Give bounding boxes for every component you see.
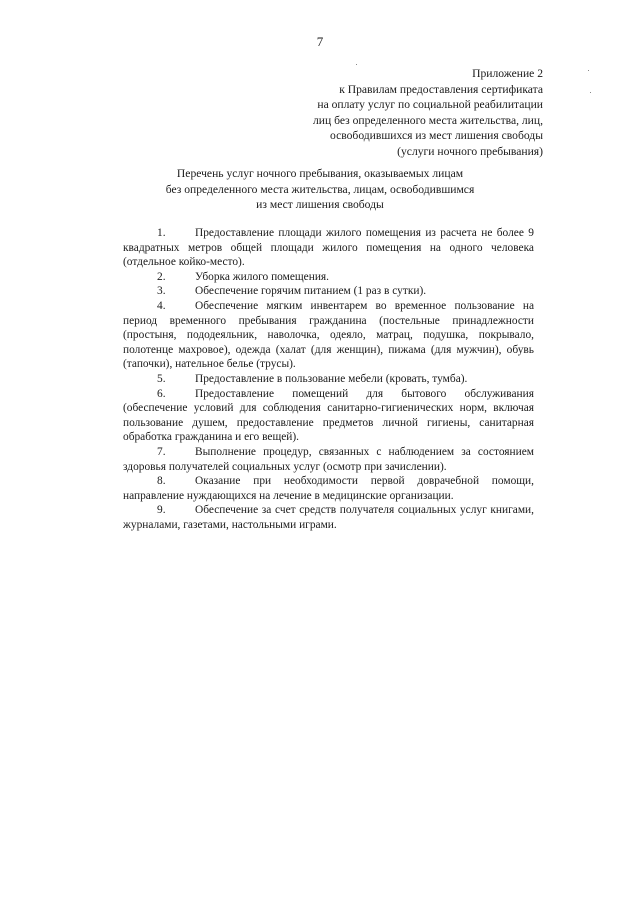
list-item: [123, 474, 534, 503]
list-item: [123, 226, 534, 270]
item-number: 8.: [157, 475, 166, 488]
list-item: [123, 299, 534, 372]
item-text: Предоставление помещений для бытового обслуживания (обеспечение условий для соблюдения санитарно-гигиенических норм, включая пользование душем, предоставление предметов личной гигиены, санитарная обработка гражданина и его вещей).: [123, 387, 534, 444]
appendix-line: (услуги ночного пребывания): [397, 144, 543, 158]
appendix-header: [313, 66, 543, 160]
page-number: 7: [316, 34, 324, 49]
item-text: Оказание при необходимости первой доврачебной помощи, направление нуждающихся на лечение в медицинские организации.: [123, 475, 534, 502]
scan-speck: [588, 70, 589, 71]
item-text: Уборка жилого помещения.: [195, 270, 330, 283]
list-item: [123, 270, 534, 285]
item-number: 4.: [157, 299, 166, 312]
item-text: Предоставление в пользование мебели (кровать, тумба).: [195, 372, 468, 385]
item-text: Предоставление площади жилого помещения из расчета не более 9 квадратных метров общей площади жилого помещения на одного человека (отдельное койко-место).: [123, 227, 534, 269]
appendix-line: Приложение 2: [472, 67, 543, 80]
list-item: [123, 372, 534, 387]
title-line: из мест лишения свободы: [256, 198, 384, 211]
item-number: 3.: [157, 285, 166, 298]
item-text: Обеспечение мягким инвентарем во временное пользование на период временного пребывания гражданина (постельные принадлежности (простыня, пододеяльник, наволочка, одеяло, матрац, подушка, покрывало, полотенце махровое), одежда (халат (для женщин), пижама (для мужчин), обувь (тапочки), нательное белье (трусы).: [123, 299, 534, 371]
appendix-line: освободившихся из мест лишения свободы: [330, 129, 543, 143]
title-line: без определенного места жительства, лицам, освободившимся: [165, 182, 475, 196]
item-text: Обеспечение за счет средств получателя социальных услуг книгами, журналами, газетами, настольными играми.: [123, 504, 534, 531]
item-number: 1.: [157, 227, 166, 239]
services-list: [123, 226, 534, 532]
document-title: [0, 166, 640, 213]
appendix-line: к Правилам предоставления сертификата: [339, 82, 543, 96]
appendix-line: лиц без определенного места жительства, лиц,: [313, 113, 543, 127]
item-number: 9.: [157, 504, 166, 517]
scan-speck: [590, 92, 591, 93]
list-item: [123, 284, 534, 299]
list-item: [123, 387, 534, 445]
item-number: 6.: [157, 387, 166, 400]
item-number: 2.: [157, 270, 166, 283]
appendix-line: на оплату услуг по социальной реабилитации: [317, 98, 543, 112]
list-item: [123, 503, 534, 532]
list-item: [123, 445, 534, 474]
item-number: 5.: [157, 372, 166, 385]
title-line: Перечень услуг ночного пребывания, оказываемых лицам: [176, 167, 464, 180]
item-text: Обеспечение горячим питанием (1 раз в сутки).: [195, 285, 427, 298]
scan-speck: [356, 64, 357, 65]
item-text: Выполнение процедур, связанных с наблюдением за состоянием здоровья получателей социальных услуг (осмотр при зачислении).: [123, 445, 534, 473]
item-number: 7.: [157, 445, 166, 458]
